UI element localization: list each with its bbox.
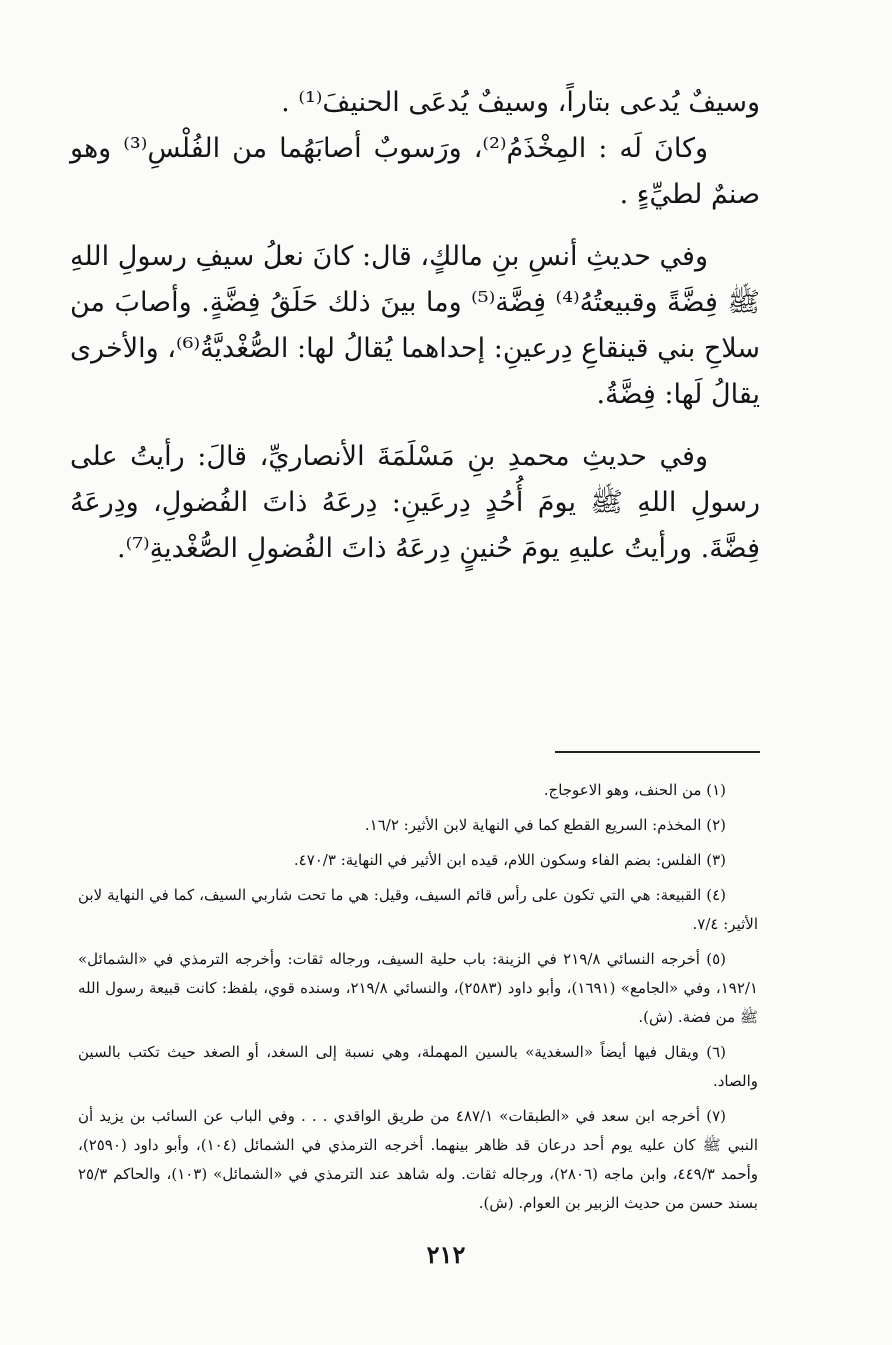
main-paragraph-4: وفي حديثِ محمدِ بنِ مَسْلَمَةَ الأنصاريِّ، قالَ: رأيتُ على رسولِ اللهِ ﷺ يومَ أُحُدٍ دِرعَينِ: دِرعَهُ ذاتَ الفُضولِ، ودِرعَهُ فِضَّةَ. ورأيتُ عليهِ يومَ حُنينٍ دِرعَهُ ذاتَ الفُضولِ الصُّغْديةِ⁽⁷⁾. bbox=[70, 441, 760, 564]
main-paragraph-3: وفي حديثِ أنسِ بنِ مالكٍ، قال: كانَ نعلُ سيفِ رسولِ اللهِ ﷺ فِضَّةً وقبيعتُهُ⁽⁴⁾ فِضَّة⁽⁵⁾ وما بينَ ذلك حَلَقُ فِضَّةٍ. وأصابَ من سلاحِ بني قينقاعِ دِرعينِ: إحداهما يُقالُ لها: الصُّغْديَّةُ⁽⁶⁾، والأخرى يقالُ لَها: فِضَّةُ. bbox=[70, 241, 760, 410]
footnotes bbox=[78, 776, 758, 1224]
footnote-5: (٥) أخرجه النسائي ٢١٩/٨ في الزينة: باب حلية السيف، ورجاله ثقات: وأخرجه الترمذي في «الشمائل» ١٩٢/١، وفي «الجامع» (١٦٩١)، وأبو داود (٢٥٨٣)، والنسائي ٢١٩/٨، وسنده قوي، بلفظ: كانت قبيعة رسول الله ﷺ من فضة. (ش). bbox=[78, 950, 758, 1026]
main-paragraph-1: وسيفٌ يُدعى بتاراً، وسيفٌ يُدعَى الحنيفَ⁽¹⁾ . bbox=[281, 87, 760, 118]
footnote-divider bbox=[555, 751, 760, 753]
footnote-2: (٢) المخذم: السريع القطع كما في النهاية لابن الأثير: ١٦/٢. bbox=[364, 816, 726, 834]
footnote-4: (٤) القبيعة: هي التي تكون على رأس قائم السيف، وقيل: هي ما تحت شاربي السيف، كما في النهاية لابن الأثير: ٧/٤. bbox=[78, 886, 758, 933]
footnote-3: (٣) الفلس: بضم الفاء وسكون اللام، قيده ابن الأثير في النهاية: ٤٧٠/٣. bbox=[293, 851, 726, 869]
main-text-body bbox=[70, 80, 760, 572]
footnote-1: (١) من الحنف، وهو الاعوجاج. bbox=[543, 781, 726, 799]
page-number: ٢١٢ bbox=[426, 1240, 466, 1269]
footnote-6: (٦) ويقال فيها أيضاً «السغدية» بالسين المهملة، وهي نسبة إلى السغد، أو الصغد حيث تكتب بالسين والصاد. bbox=[78, 1043, 758, 1090]
main-paragraph-2: وكانَ لَه : المِخْذَمُ⁽²⁾، ورَسوبٌ أصابَهُما من الفُلْسِ⁽³⁾ وهو صنمٌ لطيِّءٍ . bbox=[70, 133, 760, 210]
footnote-7: (٧) أخرجه ابن سعد في «الطبقات» ٤٨٧/١ من طريق الواقدي . . . وفي الباب عن السائب بن يزيد أن النبي ﷺ كان عليه يوم أحد درعان قد ظاهر بينهما. أخرجه الترمذي في الشمائل (١٠٤)، وأبو داود (٢٥٩٠)، وأحمد ٤٤٩/٣، وابن ماجه (٢٨٠٦)، ورجاله ثقات. وله شاهد عند الترمذي في «الشمائل» (١٠٣)، والحاكم ٢٥/٣ بسند حسن من حديث الزبير بن العوام. (ش). bbox=[78, 1107, 759, 1212]
